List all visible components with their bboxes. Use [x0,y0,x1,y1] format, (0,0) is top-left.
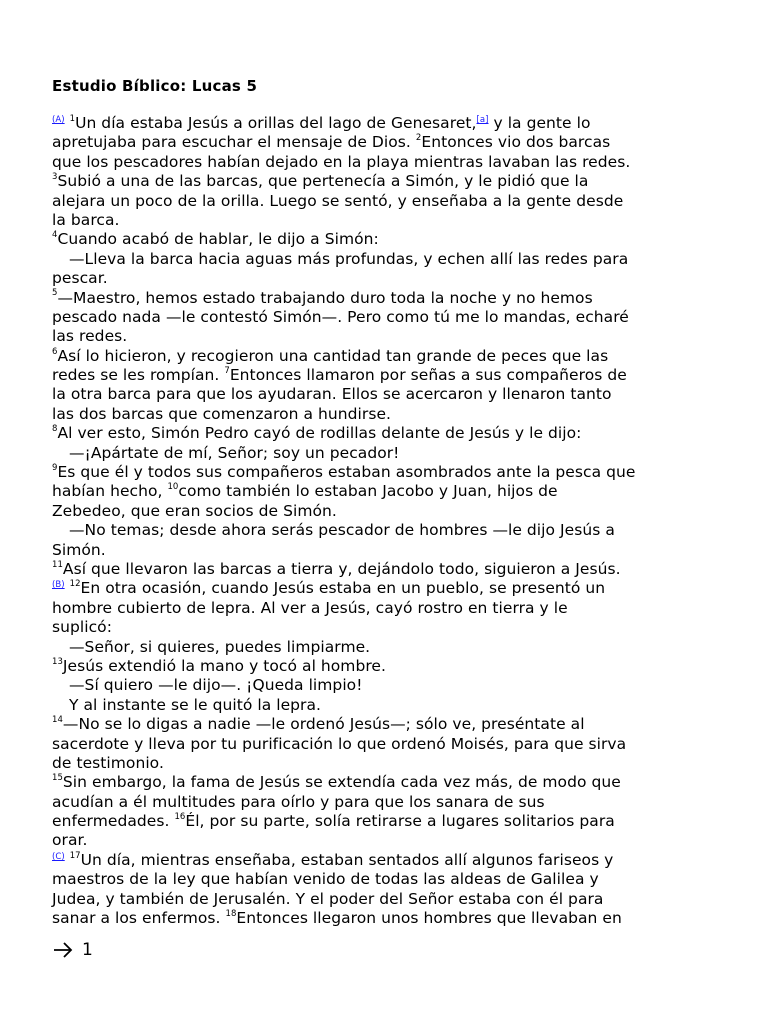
text-line: pescar. [52,269,108,288]
verse-number: 11 [52,559,63,570]
verse-number: 5 [52,288,58,299]
verse-number: 13 [52,656,63,667]
verse-number: 7 [224,365,230,376]
verse-number: 1 [69,113,76,124]
text-line: $^9$Es que él y todos sus compañeros estaban asombrados ante la pesca que [52,462,636,482]
text-line: —Señor, si quieres, puedes limpiarme. [69,637,371,656]
text-line: las redes. [52,327,128,346]
text-line: enfermedades. $^{16}$Él, por su parte, solía retirarse a lugares solitarios para [52,811,615,831]
verse-number: 6 [52,346,58,357]
text-line: pescado nada —le contestó Simón—. Pero como tú me lo mandas, echaré [52,307,629,326]
verse-number: 2 [415,133,422,144]
verse-number: 8 [52,424,58,435]
text-line: acudían a él multitudes para oírlo y para que los sanara de sus [52,792,545,811]
verse-number: 14 [52,714,63,725]
text-line: alejara un poco de la orilla. Luego se sentó, y enseñaba a la gente desde [52,191,624,210]
verse-number: 16 [174,811,186,822]
page-title: Estudio Bíblico: Lucas 5 [52,77,258,95]
arrow-right-icon[interactable] [52,941,74,959]
text-line: habían hecho, $^{10}$como también lo estaban Jacobo y Juan, hijos de [52,482,558,501]
text-line: —¡Apártate de mí, Señor; soy un pecador! [69,443,400,462]
verse-number: 10 [167,482,179,493]
verse-number: 12 [69,579,81,590]
text-line: $^{11}$Así que llevaron las barcas a tierra y, dejándolo todo, siguieron a Jesús. [52,559,621,578]
text-line: apretujaba para escuchar el mensaje de Dios. $^2$Entonces vio dos barcas [52,133,611,152]
text-line: orar. [52,831,88,850]
text-line: maestros de la ley que habían venido de todas las aldeas de Galilea y [52,870,599,889]
text-line: sacerdote y lleva por tu purificación lo que ordenó Moisés, para que sirva [52,734,627,753]
footnote-link[interactable]: [a] [476,114,489,125]
page-number: 1 [82,940,93,960]
text-line: de testimonio. [52,753,164,772]
verse-number: 15 [52,773,63,784]
text-line: suplicó: [52,618,112,637]
verse-number: 18 [225,908,237,919]
text-line: Y al instante se le quitó la lepra. [69,695,321,714]
text-line: $^{(A)}$ $^1$Un día estaba Jesús a orillas del lago de Genesaret,[a] y la gente lo [52,113,591,132]
verse-number: 9 [52,462,58,473]
text-line: $^4$Cuando acabó de hablar, le dijo a Simón: [52,230,379,249]
verse-number: 17 [69,850,81,861]
text-line: $^6$Así lo hicieron, y recogieron una cantidad tan grande de peces que las [52,346,609,365]
verse-number: 4 [52,230,58,241]
text-line: $^{14}$—No se lo digas a nadie —le ordenó Jesús—; sólo ve, preséntate al [52,714,585,734]
text-line: $^3$Subió a una de las barcas, que pertenecía a Simón, y le pidió que la [52,172,589,191]
page-footer [52,938,93,962]
text-line: $^8$Al ver esto, Simón Pedro cayó de rodillas delante de Jesús y le dijo: [52,424,582,443]
document-content [52,76,702,928]
text-line: la barca. [52,210,120,229]
text-line: —Sí quiero —le dijo—. ¡Queda limpio! [69,676,363,695]
cross-reference-link[interactable]: (A) [52,114,65,125]
text-line: $^5$—Maestro, hemos estado trabajando duro toda la noche y no hemos [52,288,593,307]
text-line: hombre cubierto de lepra. Al ver a Jesús, cayó rostro en tierra y le [52,598,568,617]
cross-reference-link[interactable]: (C) [52,851,65,862]
text-line: sanar a los enfermos. $^{18}$Entonces llegaron unos hombres que llevaban en [52,908,622,928]
text-line: $^{(B)}$ $^{12}$En otra ocasión, cuando Jesús estaba en un pueblo, se presentó un [52,579,606,598]
verse-number: 3 [52,172,58,183]
text-line: Simón. [52,540,106,559]
text-line: redes se les rompían. $^7$Entonces llamaron por señas a sus compañeros de [52,365,627,385]
text-line: —No temas; desde ahora serás pescador de hombres —le dijo Jesús a [69,521,615,540]
text-line: $^{(C)}$ $^{17}$Un día, mientras enseñaba, estaban sentados allí algunos fariseos y [52,850,614,869]
text-line: las dos barcas que comenzaron a hundirse. [52,404,392,423]
text-line: $^{13}$Jesús extendió la mano y tocó al hombre. [52,656,386,675]
cross-reference-link[interactable]: (B) [52,580,65,591]
text-line: Judea, y también de Jerusalén. Y el poder del Señor estaba con él para [52,889,604,908]
text-line: que los pescadores habían dejado en la playa mientras lavaban las redes. [52,152,631,171]
text-line: la otra barca para que los ayudaran. Ellos se acercaron y llenaron tanto [52,385,612,404]
text-line: Zebedeo, que eran socios de Simón. [52,501,337,520]
text-line: $^{15}$Sin embargo, la fama de Jesús se extendía cada vez más, de modo que [52,773,621,792]
scripture-text [52,114,702,928]
text-line: —Lleva la barca hacia aguas más profundas, y echen allí las redes para [69,249,629,268]
